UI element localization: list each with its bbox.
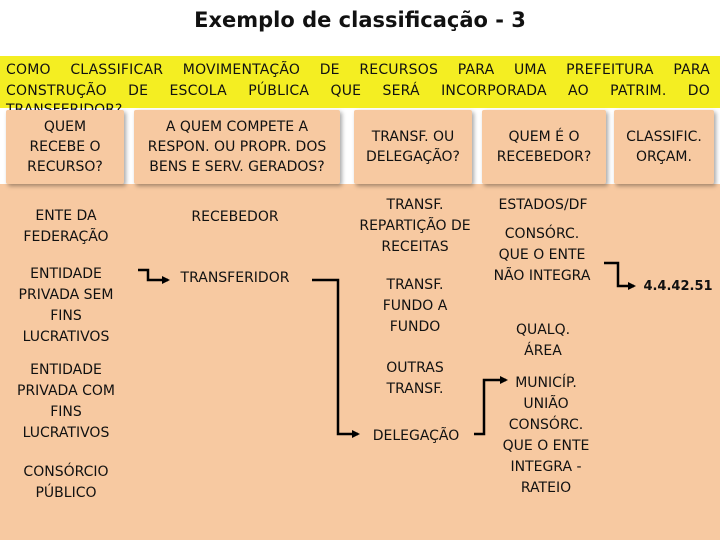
transf-delegacao: DELEGAÇÃO	[372, 428, 460, 444]
header-quem-e-recebedor	[482, 110, 606, 184]
header-quem-e-recebedor-label: QUEM É O RECEBEDOR?	[496, 129, 592, 165]
recebedor-qualq-area: QUALQ. ÁREA	[515, 322, 571, 359]
recebe-entidade-sem-fins: ENTIDADE PRIVADA SEM FINS LUCRATIVOS	[18, 266, 114, 345]
page-title: Exemplo de classificação - 3	[194, 8, 526, 32]
banner-line-2: CONSTRUÇÃO DE ESCOLA PÚBLICA QUE SERÁ INCORPORADA AO PATRIM. DO	[6, 83, 710, 99]
recebedor-estados-df: ESTADOS/DF	[498, 197, 588, 213]
classific-value: 4.4.42.51	[643, 279, 713, 294]
recebe-consorcio-publico: CONSÓRCIO PÚBLICO	[23, 464, 109, 501]
header-quem-recebe-label: QUEM RECEBE O RECURSO?	[27, 119, 103, 175]
header-a-quem-compete	[134, 110, 340, 184]
header-transf-ou-delegacao-label: TRANSF. OU DELEGAÇÃO?	[365, 129, 460, 165]
header-a-quem-compete-label: A QUEM COMPETE A RESPON. OU PROPR. DOS BENS E SERV. GERADOS?	[147, 119, 327, 175]
recebe-entidade-com-fins: ENTIDADE PRIVADA COM FINS LUCRATIVOS	[17, 362, 115, 441]
header-transf-ou-delegacao	[354, 110, 472, 184]
recebe-ente-federacao: ENTE DA FEDERAÇÃO	[23, 208, 109, 245]
recebedor-municipio-uniao-consorc: MUNICÍP. UNIÃO CONSÓRC. QUE O ENTE INTEGRA - RATEIO	[502, 375, 590, 496]
compete-transferidor: TRANSFERIDOR	[180, 270, 290, 286]
compete-recebedor: RECEBEDOR	[191, 209, 279, 225]
header-classific-orcam-label: CLASSIFIC. ORÇAM.	[626, 129, 702, 165]
banner-line-1: COMO CLASSIFICAR MOVIMENTAÇÃO DE RECURSOS PARA UMA PREFEITURA PARA	[6, 62, 710, 78]
transf-fundo-a-fundo: TRANSF. FUNDO A FUNDO	[382, 277, 448, 335]
transf-reparticao-receitas: TRANSF. REPARTIÇÃO DE RECEITAS	[359, 197, 471, 255]
header-quem-recebe	[6, 110, 124, 184]
header-classific-orcam	[614, 110, 714, 184]
transf-outras: OUTRAS TRANSF.	[386, 360, 444, 397]
recebedor-consorc-nao-integra: CONSÓRC. QUE O ENTE NÃO INTEGRA	[493, 226, 591, 284]
